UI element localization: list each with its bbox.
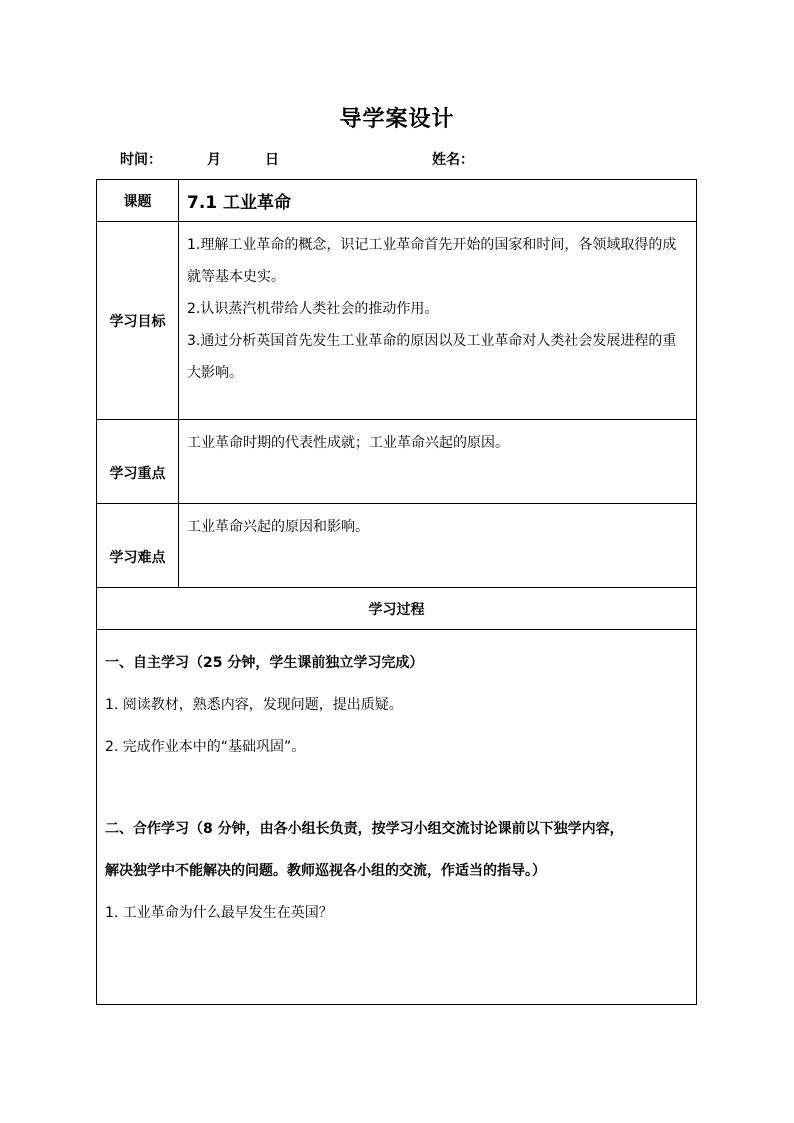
- difficulty-content: 工业革命兴起的原因和影响。: [179, 504, 697, 588]
- part1-heading: 一、自主学习（25 分钟，学生课前独立学习完成）: [105, 655, 424, 671]
- part2-item: 1. 工业革命为什么最早发生在英国？: [105, 905, 333, 921]
- part1-item: 1. 阅读教材，熟悉内容，发现问题，提出质疑。: [105, 697, 403, 713]
- lesson-plan-table: [96, 179, 697, 1005]
- goals-content: [179, 222, 697, 420]
- difficulty-row: [97, 504, 697, 588]
- part2-heading-line2: 解决独学中不能解决的问题。教师巡视各小组的交流，作适当的指导。）: [105, 863, 546, 879]
- key-points-content: 工业革命时期的代表性成就；工业革命兴起的原因。: [179, 420, 697, 504]
- process-heading: 学习过程: [97, 588, 697, 630]
- process-header-row: [97, 588, 697, 630]
- day-label: 日: [265, 152, 279, 168]
- key-points-label: 学习重点: [97, 420, 179, 504]
- difficulty-label: 学习难点: [97, 504, 179, 588]
- goals-label: 学习目标: [97, 222, 179, 420]
- topic-row: [97, 180, 697, 222]
- goals-row: [97, 222, 697, 420]
- topic-value: 7.1 工业革命: [179, 180, 697, 222]
- spacer: [105, 768, 688, 808]
- part1-item: 2. 完成作业本中的“基础巩固”。: [105, 739, 306, 755]
- page-title: 导学案设计: [339, 107, 455, 132]
- process-row: [97, 630, 697, 1005]
- topic-label: 课题: [97, 180, 179, 222]
- process-content: [97, 630, 697, 1005]
- goal-item: 1.理解工业革命的概念，识记工业革命首先开始的国家和时间，各领域取得的成就等基本史实。: [187, 237, 677, 285]
- part2-heading-line1: 二、合作学习（8 分钟，由各小组长负责，按学习小组交流讨论课前以下独学内容，: [105, 821, 624, 837]
- time-label: 时间：: [120, 152, 162, 168]
- month-label: 月: [207, 152, 221, 168]
- key-points-row: [97, 420, 697, 504]
- goal-item: 3.通过分析英国首先发生工业革命的原因以及工业革命对人类社会发展进程的重大影响。: [187, 333, 677, 381]
- goal-item: 2.认识蒸汽机带给人类社会的推动作用。: [187, 301, 439, 317]
- name-label: 姓名：: [432, 152, 474, 168]
